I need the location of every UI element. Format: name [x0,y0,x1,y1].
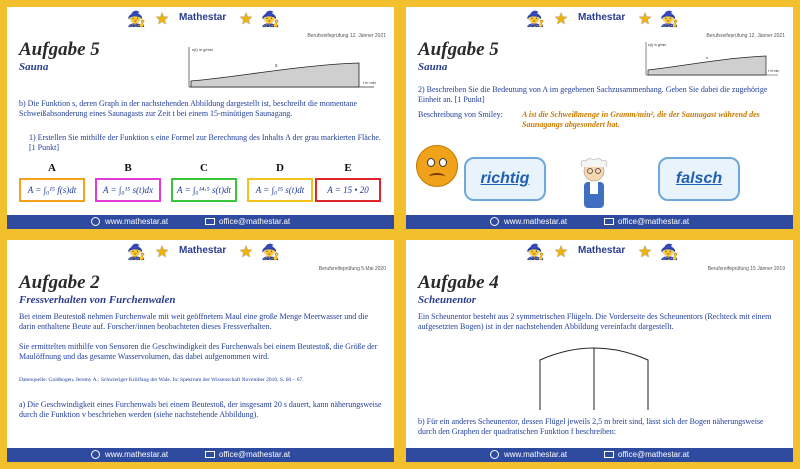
wizard-icon: 🧙 [261,10,280,28]
curve-label: s [275,63,278,69]
website-link[interactable]: www.mathestar.at [504,217,568,226]
wizard-icon: 🧙 [127,243,146,261]
star-icon: ★ [154,9,170,28]
intro-text: Bei einem Beutestoß nehmen Furchenwale mit weit geöffnetem Maul eine große Menge Meerwasser und die darin enthaltene Beute auf. Forscher/innen beobachteten dieses Fressverhalten. [19,312,369,331]
slide-subtitle: Sauna [418,61,448,73]
slide-title: Aufgabe 4 [418,272,499,293]
slide-subtitle: Fressverhalten von Furchenwalen [19,294,176,306]
slide-title: Aufgabe 2 [19,272,100,293]
curve-label: s [706,55,708,60]
y-axis-label: s(t) in g/min [192,47,213,52]
exam-date: Berufsreifeprüfung 15 Jänner 2019 [707,266,785,272]
option-d-box[interactable]: A = ∫₀¹⁵ s(t)dt [247,178,313,202]
star-icon: ★ [238,9,254,28]
wizard-icon: 🧙 [127,10,146,28]
wizard-icon: 🧙 [660,243,679,261]
smiley-answer: A ist die Schweißmenge in Gramm/min², die der Saunagast während des Saunagangs abgesondert hat. [522,110,760,129]
barn-door-diagram [534,340,654,412]
option-a-box[interactable]: A = ∫₀¹⁵ f(s)dt [19,178,85,202]
exam-date: Berufsreifeprüfung 12. Jänner 2021 [706,33,785,39]
website-link[interactable]: www.mathestar.at [105,450,169,459]
option-d-letter: D [276,162,284,174]
y-axis-label: s(t) in g/min [648,43,667,47]
slide-sauna-b1 [7,7,394,229]
globe-icon [490,450,499,459]
footer-bar [406,215,793,229]
mathestar-logo [127,9,280,31]
globe-icon [91,450,100,459]
envelope-icon [604,451,614,458]
slide-subtitle: Sauna [19,61,49,73]
x-axis-label: t in min [363,80,376,85]
sauna-chart [179,41,384,93]
professor-icon [576,157,612,213]
option-b-box[interactable]: A = ∫₀¹⁵ s(t)dx [95,178,161,202]
smiley-icon [416,145,458,187]
brand-name: Mathestar [179,12,227,23]
task-1-text: 1) Erstellen Sie mithilfe der Funktion s eine Formel zur Berechnung des Inhalts A der grau markierten Fläche. [1 Punkt] [29,133,381,152]
x-axis-label: t in min [768,69,780,73]
mathestar-logo [526,9,679,31]
mathestar-logo [526,242,679,264]
globe-icon [490,217,499,226]
slide-sauna-b2 [406,7,793,229]
star-icon: ★ [238,242,254,261]
slide-title: Aufgabe 5 [19,39,100,60]
task-a-text: a) Die Geschwindigkeit eines Furchenwals bei einem Beutestoß, der insgesamt 20 s dauert, kann näherungsweise durch die Funktion v beschrieben werden (siehe nachstehende Abbildung). [19,400,382,419]
brand-name: Mathestar [578,12,626,23]
wizard-icon: 🧙 [526,243,545,261]
brand-name: Mathestar [578,245,626,256]
exam-date: Berufsreifeprüfung 12. Jänner 2021 [307,33,386,39]
footer-bar [7,215,394,229]
globe-icon [91,217,100,226]
falsch-button[interactable]: falsch [658,157,740,201]
email-link[interactable]: office@mathestar.at [618,217,690,226]
wizard-icon: 🧙 [261,243,280,261]
option-b-letter: B [124,162,132,174]
option-c-box[interactable]: A = ∫₀¹⁴·⁵ s(t)dt [171,178,237,202]
envelope-icon [604,218,614,225]
task-b-text: b) Die Funktion s, deren Graph in der nachstehenden Abbildung dargestellt ist, beschreibt die momentane Schweißabsonderung eines Saunagasts zur Zeit t bei einem 15-minütigen Saunagang. [19,99,357,118]
option-a-letter: A [48,162,56,174]
option-c-letter: C [200,162,208,174]
envelope-icon [205,451,215,458]
source-text: Datenquelle: Goldbogen, Jeremy A.: Schwieriger Krillfang der Wale. In: Spektrum der Wissenschaft November 2010, S. 60 – 67. [19,377,304,383]
slide-title: Aufgabe 5 [418,39,499,60]
footer-bar [7,448,394,462]
mathestar-logo [127,242,280,264]
star-icon: ★ [553,9,569,28]
website-link[interactable]: www.mathestar.at [504,450,568,459]
brand-name: Mathestar [179,245,227,256]
option-e-letter: E [344,162,352,174]
envelope-icon [205,218,215,225]
website-link[interactable]: www.mathestar.at [105,217,169,226]
star-icon: ★ [154,242,170,261]
star-icon: ★ [637,242,653,261]
wizard-icon: 🧙 [660,10,679,28]
slide-subtitle: Scheunentor [418,294,477,306]
slide-scheunentor [406,240,793,462]
sensor-text: Sie ermittelten mithilfe von Sensoren die Geschwindigkeit des Furchenwals bei einem Beutestoß, die Größe der Maulöffnung und das gesamte Wasservolumen, das dabei aufgenommen wird. [19,342,378,361]
footer-bar [406,448,793,462]
intro-text: Ein Scheunentor besteht aus 2 symmetrischen Flügeln. Die Vorderseite des Scheunentors (Rechteck mit einem aufgesetzten Bogen) ist in der nachstehenden Abbildung vereinfacht dargestellt. [418,312,772,331]
email-link[interactable]: office@mathestar.at [219,217,291,226]
task-b-text: b) Für ein anderes Scheunentor, dessen Flügel jeweils 2,5 m breit sind, lässt sich der Bogen näherungsweise durch den Graphen der quadratischen Funktion f beschreiben: [418,417,764,436]
exam-date: Berufsreifeprüfung 5.Mai 2020 [318,266,386,272]
task-2-text: 2) Beschreiben Sie die Bedeutung von A im gegebenen Sachzusammenhang. Geben Sie dabei die zugehörige Einheit an. [1 Punkt] [418,85,768,104]
email-link[interactable]: office@mathestar.at [219,450,291,459]
star-icon: ★ [637,9,653,28]
slide-furchenwale [7,240,394,462]
wizard-icon: 🧙 [526,10,545,28]
richtig-button[interactable]: richtig [464,157,546,201]
option-e-box[interactable]: A = 15 • 20 [315,178,381,202]
star-icon: ★ [553,242,569,261]
email-link[interactable]: office@mathestar.at [618,450,690,459]
sauna-chart [638,37,788,81]
smiley-label: Beschreibung von Smiley: [418,110,503,119]
